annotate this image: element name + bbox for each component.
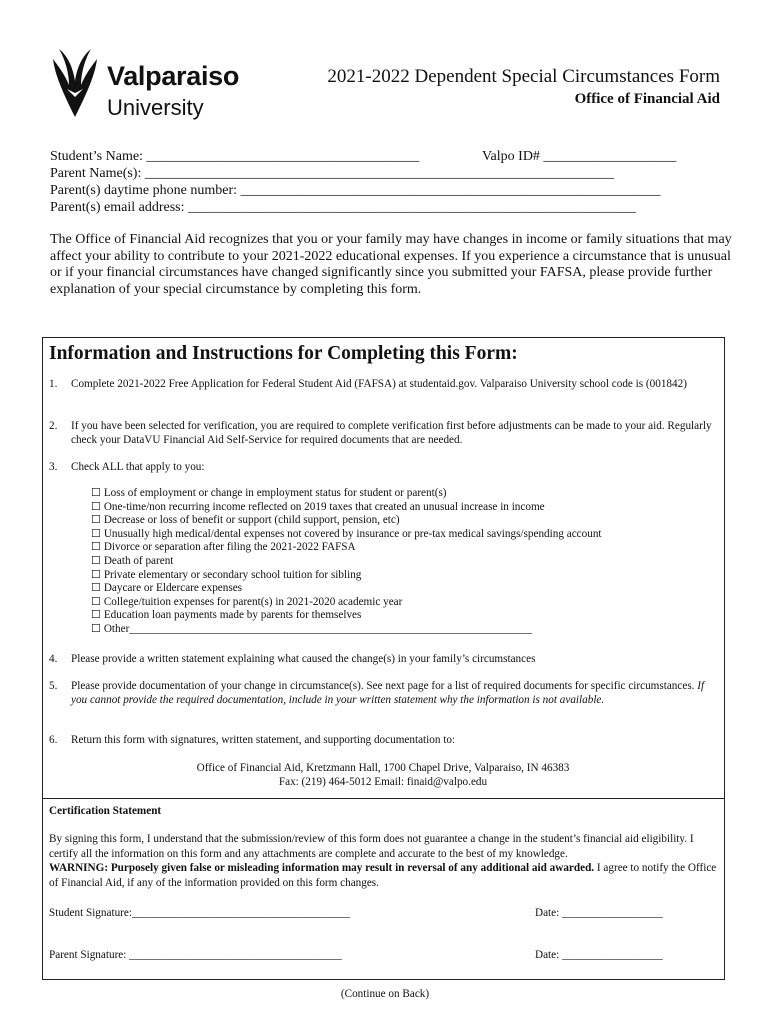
instruction-item-6: 6. Return this form with signatures, written statement, and supporting documentation to: xyxy=(49,734,456,746)
parent-email-field[interactable]: Parent(s) email address: ________________________________________________________________ xyxy=(50,200,637,215)
certification-box xyxy=(42,798,725,980)
certification-text: By signing this form, I understand that the submission/review of this form does not guarantee a change in the student’s financial aid eligibility. I certify all the information on this form and any attachments are complete and accurate to the best of my knowledge. WARNING: Purposely given false or misleading information may result in reversal of any additional aid awarded. I agree to notify the Office of Financial Aid, if any of the information provided on this form changes. xyxy=(49,833,717,889)
checklist-item[interactable]: ☐ Other________________________________________________________________________ xyxy=(91,622,533,635)
instructions-title: Information and Instructions for Completing this Form: xyxy=(49,343,518,364)
instruction-item-1: 1. Complete 2021-2022 Free Application for Federal Student Aid (FAFSA) at studentaid.gov. Valparaiso University school code is (001842) xyxy=(49,378,687,390)
checkbox-icon[interactable]: ☐ xyxy=(91,595,102,608)
logo-wordmark: Valparaiso xyxy=(107,61,240,91)
valpo-id-field[interactable]: Valpo ID# ___________________ xyxy=(482,149,677,164)
checkbox-icon[interactable]: ☐ xyxy=(91,554,102,567)
checkbox-icon[interactable]: ☐ xyxy=(91,622,102,635)
checkbox-icon[interactable]: ☐ xyxy=(91,500,102,513)
checkbox-icon[interactable]: ☐ xyxy=(91,582,102,595)
instruction-item-5: 5. Please provide documentation of your change in circumstance(s). See next page for a list of required documents for specific circumstances. If you cannot provide the required documentation, include in your written statement why the information is not available. xyxy=(49,680,705,706)
checklist-item[interactable]: ☐ Divorce or separation after filing the 2021-2022 FAFSA xyxy=(91,541,356,554)
checklist-item[interactable]: ☐ Education loan payments made by parents for themselves xyxy=(91,609,362,622)
checklist-item[interactable]: ☐ Private elementary or secondary school tuition for sibling xyxy=(91,568,362,581)
contact-info: Fax: (219) 464-5012 Email: finaid@valpo.edu xyxy=(278,776,488,788)
checklist-item[interactable]: ☐ Daycare or Eldercare expenses xyxy=(91,582,243,595)
circumstance-checklist xyxy=(91,487,602,637)
parent-signature-line[interactable]: Parent Signature: ______________________________________ xyxy=(49,949,342,961)
checkbox-icon[interactable]: ☐ xyxy=(91,609,102,622)
parent-date-line[interactable]: Date: __________________ xyxy=(535,949,663,961)
student-date-line[interactable]: Date: __________________ xyxy=(535,907,663,919)
instruction-item-2: 2. If you have been selected for verification, you are required to complete verification first before adjustments can be made to your aid. Regularly check your DataVU Financial Aid Self-Service for required documents that are needed. xyxy=(49,420,712,446)
office-name: Office of Financial Aid xyxy=(574,91,720,107)
checklist-item[interactable]: ☐ Decrease or loss of benefit or support (child support, pension, etc) xyxy=(91,514,400,527)
university-logo xyxy=(45,45,245,125)
checklist-item[interactable]: ☐ Unusually high medical/dental expenses not covered by insurance or pre-tax medical savings/spending account xyxy=(91,527,602,540)
logo-subwordmark: University xyxy=(107,95,204,120)
checkbox-icon[interactable]: ☐ xyxy=(91,568,102,581)
parent-names-field[interactable]: Parent Name(s): ___________________________________________________________________ xyxy=(50,166,614,181)
student-signature-line[interactable]: Student Signature:_______________________________________ xyxy=(49,907,351,919)
checkbox-icon[interactable]: ☐ xyxy=(91,527,102,540)
checkbox-icon[interactable]: ☐ xyxy=(91,514,102,527)
warning-text: WARNING: Purposely given false or misleading information may result in reversal of any additional aid awarded. xyxy=(49,862,595,874)
checkbox-icon[interactable]: ☐ xyxy=(91,487,102,499)
instruction-item-3: 3. Check ALL that apply to you: xyxy=(49,461,205,473)
checklist-item[interactable]: ☐ College/tuition expenses for parent(s) in 2021-2020 academic year xyxy=(91,595,403,608)
shield-leaf-icon xyxy=(45,45,105,119)
checklist-item[interactable]: ☐ One-time/non recurring income reflected on 2019 taxes that created an unusual increase in income xyxy=(91,500,545,513)
instructions-box xyxy=(42,337,725,799)
item-5-note: If you cannot provide the required documentation, include in your written statement why the information is not available. xyxy=(71,680,705,706)
checkbox-icon[interactable]: ☐ xyxy=(91,541,102,554)
parent-phone-field[interactable]: Parent(s) daytime phone number: ____________________________________________________________ xyxy=(50,183,661,198)
mailing-address: Office of Financial Aid, Kretzmann Hall, 1700 Chapel Drive, Valparaiso, IN 46383 Fax: (219) 464-5012 Email: finaid@valpo.edu xyxy=(43,761,723,789)
student-name-field[interactable]: Student’s Name: _______________________________________ xyxy=(50,149,420,164)
checklist-item[interactable]: ☐ Loss of employment or change in employment status for student or parent(s) xyxy=(91,487,447,499)
continue-footer: (Continue on Back) xyxy=(340,988,430,1000)
form-title: 2021-2022 Dependent Special Circumstances Form xyxy=(327,66,720,87)
intro-paragraph: The Office of Financial Aid recognizes that you or your family may have changes in income or family situations that may affect your ability to contribute to your 2021-2022 educational expenses. If you experience a circumstance that is unusual or if your financial circumstances have changed significantly since you submitted your FAFSA, please provide further explanation of your special circumstance by completing this form. xyxy=(50,232,732,297)
checklist-item[interactable]: ☐ Death of parent xyxy=(91,554,174,567)
instruction-item-4: 4. Please provide a written statement explaining what caused the change(s) in your family’s circumstances xyxy=(49,653,536,665)
certification-title: Certification Statement xyxy=(49,805,162,817)
